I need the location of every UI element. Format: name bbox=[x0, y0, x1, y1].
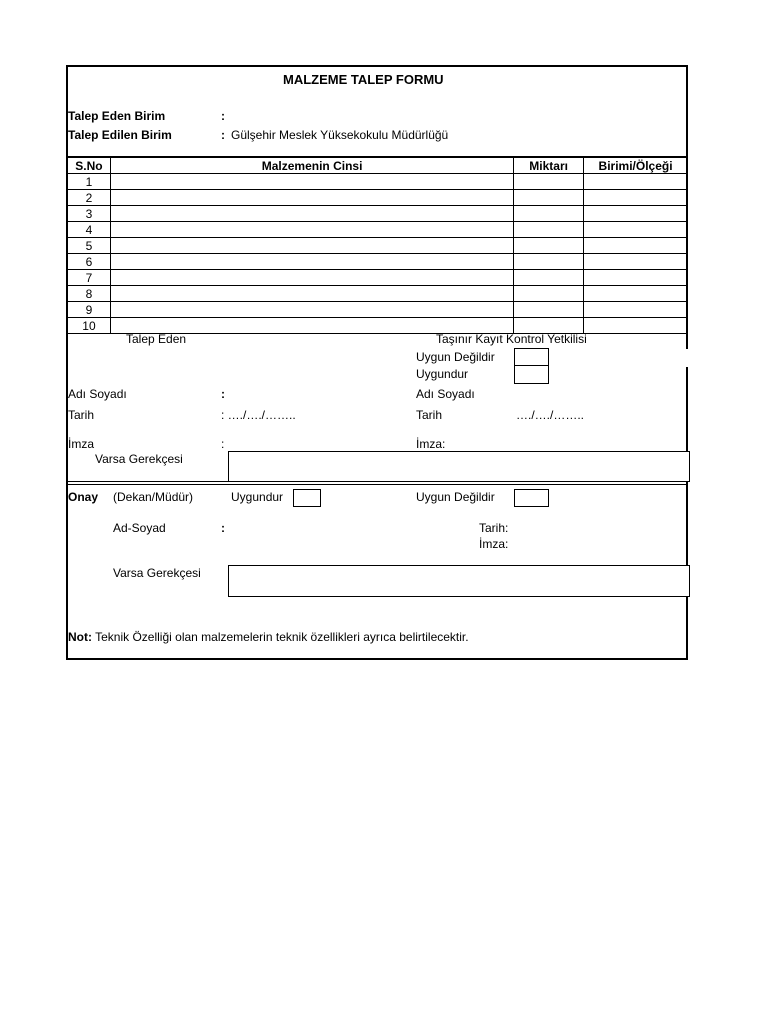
controller-suitable-label: Uygundur bbox=[416, 367, 469, 381]
requester-heading: Talep Eden bbox=[126, 332, 187, 346]
table-row bbox=[68, 222, 688, 238]
material-cell[interactable] bbox=[110, 286, 513, 302]
unit-cell[interactable] bbox=[584, 302, 688, 318]
table-row bbox=[68, 302, 688, 318]
approval-suitable-checkbox[interactable] bbox=[293, 489, 321, 507]
unit-cell[interactable] bbox=[584, 174, 688, 190]
material-cell[interactable] bbox=[110, 270, 513, 286]
controller-date-value: …./…./…….. bbox=[516, 408, 585, 422]
table-row bbox=[68, 286, 688, 302]
controller-name-label: Adı Soyadı bbox=[416, 387, 475, 401]
requested-unit-value: Gülşehir Meslek Yüksekokulu Müdürlüğü bbox=[231, 128, 449, 142]
unit-cell[interactable] bbox=[584, 238, 688, 254]
approval-not-suitable-label: Uygun Değildir bbox=[416, 490, 495, 504]
approval-date-label: Tarih: bbox=[479, 521, 509, 535]
requested-unit-colon: : bbox=[221, 128, 225, 142]
approval-suitable-label: Uygundur bbox=[231, 490, 284, 504]
requester-name-label: Adı Soyadı bbox=[68, 387, 127, 401]
approval-signature-label: İmza: bbox=[479, 537, 509, 551]
row-number: 5 bbox=[68, 238, 111, 254]
material-cell[interactable] bbox=[110, 190, 513, 206]
unit-cell[interactable] bbox=[584, 254, 688, 270]
table-row bbox=[68, 190, 688, 206]
requester-name-colon: : bbox=[221, 387, 225, 401]
requester-date-label: Tarih bbox=[68, 408, 95, 422]
row-number: 2 bbox=[68, 190, 111, 206]
approval-reason-field[interactable] bbox=[228, 565, 690, 597]
material-cell[interactable] bbox=[110, 174, 513, 190]
unit-cell[interactable] bbox=[584, 222, 688, 238]
row-number: 8 bbox=[68, 286, 111, 302]
row-number: 6 bbox=[68, 254, 111, 270]
requester-date-value: : …./…./…….. bbox=[221, 408, 296, 422]
note bbox=[68, 630, 469, 644]
items-table bbox=[67, 156, 688, 334]
requesting-unit-label: Talep Eden Birim bbox=[68, 109, 166, 123]
controller-not-suitable-label: Uygun Değildir bbox=[416, 350, 495, 364]
header-sno: S.No bbox=[68, 157, 111, 174]
row-number: 1 bbox=[68, 174, 111, 190]
quantity-cell[interactable] bbox=[514, 238, 584, 254]
requester-signature-label: İmza bbox=[68, 437, 95, 451]
quantity-cell[interactable] bbox=[514, 254, 584, 270]
table-row bbox=[68, 174, 688, 190]
unit-cell[interactable] bbox=[584, 286, 688, 302]
unit-cell[interactable] bbox=[584, 318, 688, 334]
row-number: 4 bbox=[68, 222, 111, 238]
quantity-cell[interactable] bbox=[514, 302, 584, 318]
row-number: 10 bbox=[68, 318, 111, 334]
controller-heading: Taşınır Kayıt Kontrol Yetkilisi bbox=[436, 332, 587, 346]
quantity-cell[interactable] bbox=[514, 206, 584, 222]
material-cell[interactable] bbox=[110, 238, 513, 254]
note-label: Not: bbox=[68, 630, 92, 644]
form-title: MALZEME TALEP FORMU bbox=[283, 72, 444, 87]
approval-label: Onay bbox=[68, 490, 99, 504]
requester-signature-colon: : bbox=[221, 437, 225, 451]
controller-signature-label: İmza: bbox=[416, 437, 446, 451]
unit-cell[interactable] bbox=[584, 206, 688, 222]
approval-role: (Dekan/Müdür) bbox=[113, 490, 194, 504]
approval-name-colon: : bbox=[221, 521, 225, 535]
material-cell[interactable] bbox=[110, 206, 513, 222]
quantity-cell[interactable] bbox=[514, 190, 584, 206]
table-row bbox=[68, 206, 688, 222]
quantity-cell[interactable] bbox=[514, 222, 584, 238]
requesting-unit-colon: : bbox=[221, 109, 225, 123]
controller-not-suitable-checkbox[interactable] bbox=[514, 348, 549, 366]
quantity-cell[interactable] bbox=[514, 270, 584, 286]
approval-not-suitable-checkbox[interactable] bbox=[514, 489, 549, 507]
row-number: 7 bbox=[68, 270, 111, 286]
material-cell[interactable] bbox=[110, 302, 513, 318]
unit-cell[interactable] bbox=[584, 270, 688, 286]
material-cell[interactable] bbox=[110, 222, 513, 238]
header-unit: Birimi/Ölçeği bbox=[584, 157, 688, 174]
table-row bbox=[68, 270, 688, 286]
approval-reason-label: Varsa Gerekçesi bbox=[113, 566, 201, 580]
divider bbox=[686, 349, 690, 367]
section-divider bbox=[66, 484, 688, 485]
header-material: Malzemenin Cinsi bbox=[110, 157, 513, 174]
row-number: 9 bbox=[68, 302, 111, 318]
requester-reason-field[interactable] bbox=[228, 451, 690, 482]
section-divider bbox=[66, 481, 688, 482]
table-header-row bbox=[68, 157, 688, 174]
approval-name-label: Ad-Soyad bbox=[113, 521, 166, 535]
quantity-cell[interactable] bbox=[514, 174, 584, 190]
row-number: 3 bbox=[68, 206, 111, 222]
requested-unit-label: Talep Edilen Birim bbox=[68, 128, 172, 142]
note-text: Teknik Özelliği olan malzemelerin teknik özellikleri ayrıca belirtilecektir. bbox=[92, 630, 469, 644]
controller-suitable-checkbox[interactable] bbox=[514, 365, 549, 384]
controller-date-label: Tarih bbox=[416, 408, 443, 422]
header-quantity: Miktarı bbox=[514, 157, 584, 174]
table-row bbox=[68, 254, 688, 270]
quantity-cell[interactable] bbox=[514, 286, 584, 302]
unit-cell[interactable] bbox=[584, 190, 688, 206]
table-row bbox=[68, 238, 688, 254]
requester-reason-label: Varsa Gerekçesi bbox=[95, 452, 183, 466]
material-cell[interactable] bbox=[110, 254, 513, 270]
